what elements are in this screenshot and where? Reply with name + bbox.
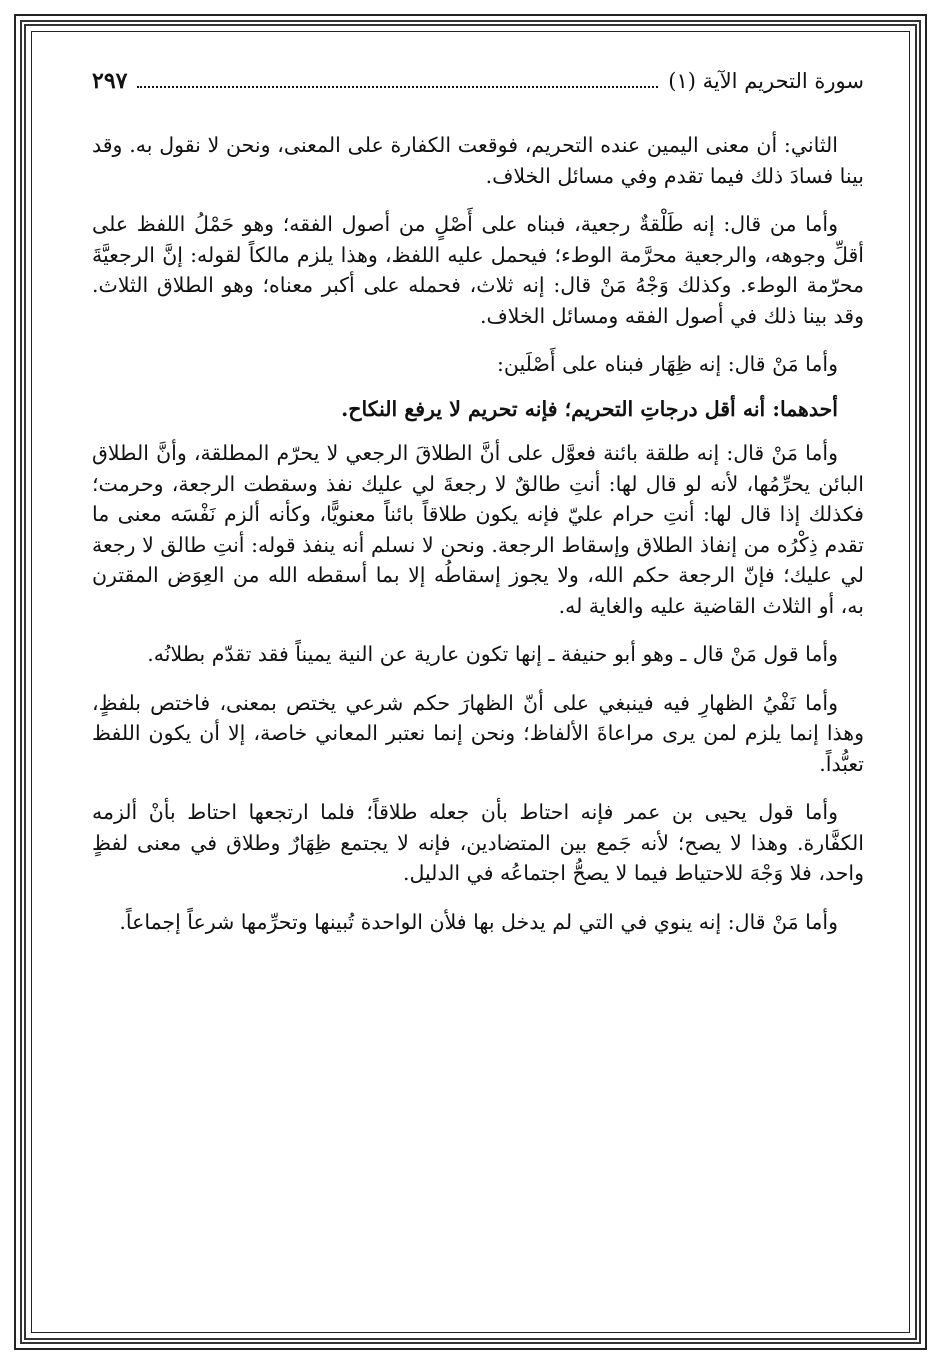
dotted-leader: [137, 85, 658, 88]
paragraph: وأما مَنْ قال: إنه ظِهَار فبناه على أَصْلَين:: [496, 352, 838, 376]
page-content: [92, 68, 864, 955]
body-text: [92, 130, 864, 937]
running-header-title: سورة التحريم الآية (١): [668, 69, 864, 93]
paragraph: الثاني: أن معنى اليمين عنده التحريم، فوقعت الكفارة على المعنى، ونحن لا نقول به. وقد بينا فسادَ ذلك فيما تقدم وفي مسائل الخلاف.: [92, 133, 864, 188]
paragraph: أحدهما: أنه أقل درجاتِ التحريم؛ فإنه تحريم لا يرفع النكاح.: [341, 396, 838, 421]
paragraph: وأما من قال: إنه طَلْقةٌ رجعية، فبناه على أَصْلٍ من أصول الفقه؛ وهو حَمْلُ اللفظ على أقلِّ وجوهه، والرجعية محرَّمة الوطء؛ فيحمل عليه اللفظ، وهذا يلزم مالكاً لقوله: إنَّ الرجعيَّةَ محرّمة الوطء. وكذلك وَجْهُ مَنْ قال: إنه ثلاث، فحمله على أكبر معناه؛ وهو الطلاق الثلاث. وقد بينا ذلك في أصول الفقه ومسائل الخلاف.: [92, 212, 864, 328]
paragraph: وأما مَنْ قال: إنه طلقة بائنة فعوَّل على أنَّ الطلاقَ الرجعي لا يحرّم المطلقة، وأنَّ الطلاق البائن يحرِّمُها، لأنه لو قال لها: أنتِ طالقٌ لا رجعةَ لي عليك نفذ وسقطت الرجعة، وحرمت؛ فكذلك إذا قال لها: أنتِ حرام عليّ فإنه يكون طلاقاً بائناً معنويًّا، وكأنه ألزم نَفْسَه معنى ما تقدم ذِكْرُه من إنفاذ الطلاق وإسقاط الرجعة. ونحن لا نسلم أنه ينفذ قوله: أنتِ طالق لا رجعة لي عليك؛ فإنّ الرجعة حكم الله، ولا يجوز إسقاطُه إلا بما أسقطه الله من العِوَض المقترن به، أو الثلاث القاضية عليه والغاية له.: [92, 441, 864, 618]
running-header: [92, 68, 864, 108]
paragraph: وأما قول مَنْ قال ـ وهو أبو حنيفة ـ إنها تكون عارية عن النية يميناً فقد تقدّم بطلانُه.: [147, 642, 838, 666]
paragraph: وأما مَنْ قال: إنه ينوي في التي لم يدخل بها فلأن الواحدة تُبينها وتحرِّمها شرعاً إجماعاً.: [119, 909, 838, 934]
page-number: ٢٩٧: [92, 68, 128, 94]
paragraph: وأما نَفْيُ الظهارِ فيه فينبغي على أنّ الظهارَ حكم شرعي يختص بمعنى، فاختص بلفظٍ، وهذا إنما يلزم لمن يرى مراعاةَ الألفاظ؛ ونحن إنما نعتبر المعاني خاصة، إلا أن يكون اللفظ تعبُّداً.: [92, 690, 864, 776]
paragraph: وأما قول يحيى بن عمر فإنه احتاط بأن جعله طلاقاً؛ فلما ارتجعها احتاط بأنْ ألزمه الكفَّارة. وهذا لا يصح؛ لأنه جَمع بين المتضادين، فإنه لا يجتمع ظِهَارٌ وطلاق في معنى لفظٍ واحد، فلا وَجْهَ للاحتياط فيما لا يصحُّ اجتماعُه في الدليل.: [92, 800, 864, 885]
